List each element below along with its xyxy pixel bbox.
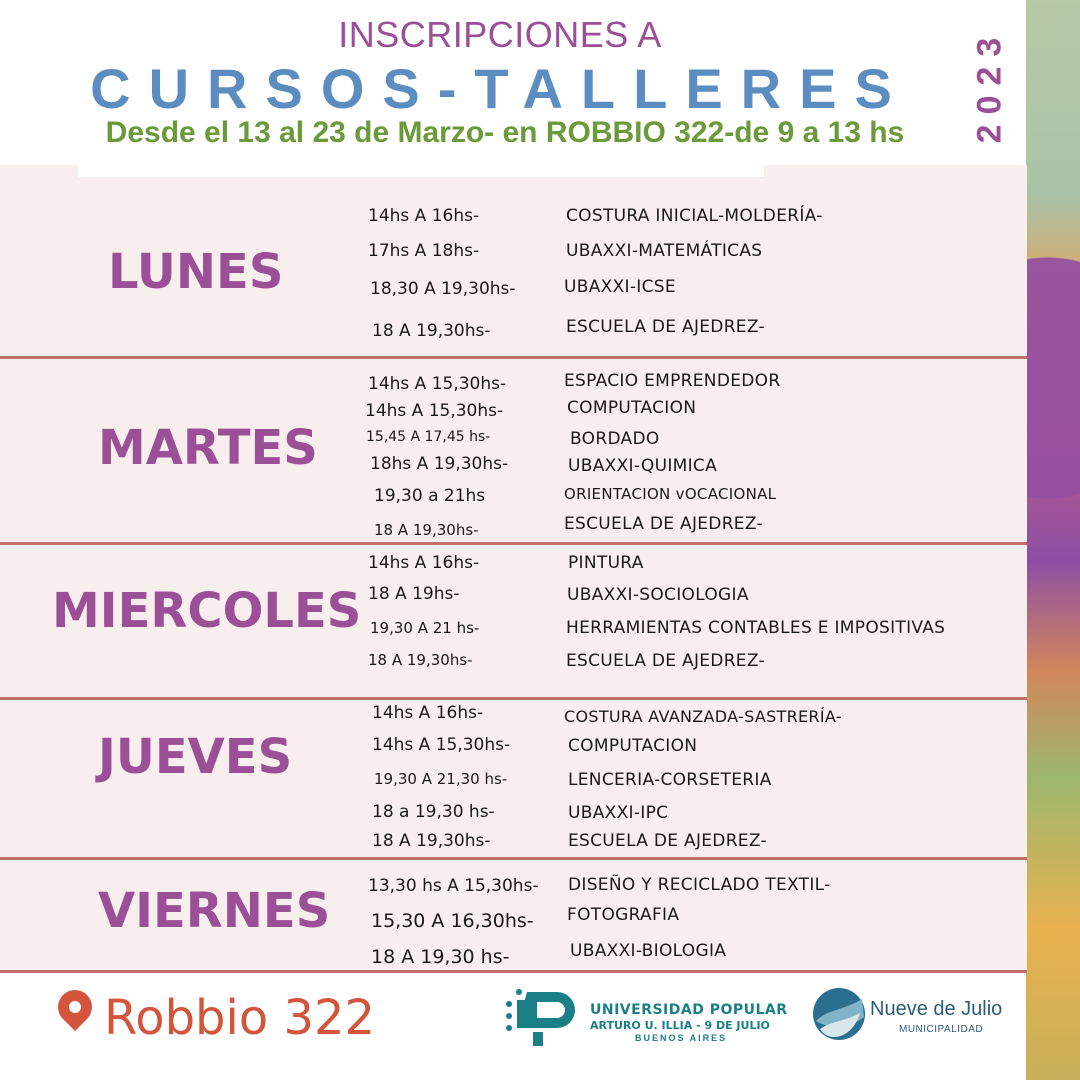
university-name: UNIVERSIDAD POPULAR xyxy=(590,1002,788,1018)
course-name: ESCUELA DE AJEDREZ- xyxy=(566,651,765,671)
time-slot: 14hs A 15,30hs- xyxy=(365,401,504,421)
university-subname: ARTURO U. ILLIA - 9 DE JULIO xyxy=(590,1019,770,1032)
decorative-color-strip xyxy=(1026,0,1080,1080)
location-pin-icon xyxy=(51,983,99,1031)
time-slot: 15,45 A 17,45 hs- xyxy=(366,429,491,445)
time-slot: 19,30 A 21,30 hs- xyxy=(374,770,508,788)
time-slot: 19,30 A 21 hs- xyxy=(370,619,480,637)
course-name: FOTOGRAFIA xyxy=(567,905,680,925)
course-name: COMPUTACION xyxy=(568,736,698,756)
course-name: UBAXXI-SOCIOLOGIA xyxy=(567,585,749,605)
universidad-popular-logo-icon xyxy=(503,986,581,1048)
time-slot: 18 A 19,30hs- xyxy=(368,651,473,669)
time-slot: 14hs A 16hs- xyxy=(368,206,480,226)
time-slot: 14hs A 15,30hs- xyxy=(372,735,511,755)
title-top: INSCRIPCIONES A xyxy=(338,14,662,55)
course-name: DISEÑO Y RECICLADO TEXTIL- xyxy=(568,875,831,895)
course-name: BORDADO xyxy=(570,429,660,449)
course-name: ESCUELA DE AJEDREZ- xyxy=(568,831,767,851)
course-name: COMPUTACION xyxy=(567,398,697,418)
day-label-jueves: JUEVES xyxy=(98,729,293,785)
university-location: BUENOS AIRES xyxy=(635,1033,728,1043)
panel-notch xyxy=(78,165,764,177)
course-name: COSTURA INICIAL-MOLDERÍA- xyxy=(566,206,823,226)
municipality-label: MUNICIPALIDAD xyxy=(899,1024,984,1035)
day-label-martes: MARTES xyxy=(98,420,318,476)
time-slot: 18 A 19hs- xyxy=(368,584,460,604)
course-name: ORIENTACION vOCACIONAL xyxy=(564,485,777,503)
time-slot: 14hs A 16hs- xyxy=(372,703,484,723)
year-label xyxy=(940,20,1040,150)
time-slot: 18hs A 19,30hs- xyxy=(370,454,509,474)
time-slot: 14hs A 15,30hs- xyxy=(368,374,507,394)
footer-separator xyxy=(0,970,1027,973)
time-slot: 18 A 19,30hs- xyxy=(372,321,491,341)
time-slot: 18 A 19,30hs- xyxy=(374,521,479,539)
course-name: ESCUELA DE AJEDREZ- xyxy=(566,317,765,337)
time-slot: 18 A 19,30 hs- xyxy=(371,946,510,968)
time-slot: 19,30 a 21hs xyxy=(374,486,486,506)
time-slot: 14hs A 16hs- xyxy=(368,553,480,573)
time-slot: 18 a 19,30 hs- xyxy=(372,802,495,822)
separator xyxy=(0,542,1027,545)
separator xyxy=(0,857,1027,860)
page-title: CURSOS-TALLERES xyxy=(90,57,910,120)
course-name: UBAXXI-IPC xyxy=(568,803,669,823)
course-name: LENCERIA-CORSETERIA xyxy=(568,770,772,790)
course-name: PINTURA xyxy=(568,553,644,573)
course-name: ESPACIO EMPRENDEDOR xyxy=(564,371,781,391)
course-name: HERRAMIENTAS CONTABLES E IMPOSITIVAS xyxy=(566,618,946,638)
time-slot: 18 A 19,30hs- xyxy=(372,831,491,851)
time-slot: 18,30 A 19,30hs- xyxy=(370,279,516,299)
year-text: 2023 xyxy=(970,27,1009,143)
separator xyxy=(0,356,1027,359)
time-slot: 15,30 A 16,30hs- xyxy=(371,910,534,932)
day-label-miercoles: MIERCOLES xyxy=(52,583,362,639)
course-name: UBAXXI-MATEMÁTICAS xyxy=(566,241,763,261)
municipality-name: Nueve de Julio xyxy=(870,998,1003,1020)
course-name: ESCUELA DE AJEDREZ- xyxy=(564,514,763,534)
course-name: UBAXXI-QUIMICA xyxy=(568,456,718,476)
address-text: Robbio 322 xyxy=(104,990,376,1046)
course-name: UBAXXI-BIOLOGIA xyxy=(570,941,727,961)
course-name: COSTURA AVANZADA-SASTRERÍA- xyxy=(564,707,842,726)
separator xyxy=(0,697,1027,700)
subtitle-dates: Desde el 13 al 23 de Marzo- en ROBBIO 322-de 9 a 13 hs xyxy=(105,116,905,149)
day-label-viernes: VIERNES xyxy=(98,883,331,939)
day-label-lunes: LUNES xyxy=(108,244,284,300)
time-slot: 17hs A 18hs- xyxy=(368,241,480,261)
time-slot: 13,30 hs A 15,30hs- xyxy=(368,876,539,896)
municipality-logo-icon xyxy=(812,987,866,1041)
course-name: UBAXXI-ICSE xyxy=(564,277,676,297)
